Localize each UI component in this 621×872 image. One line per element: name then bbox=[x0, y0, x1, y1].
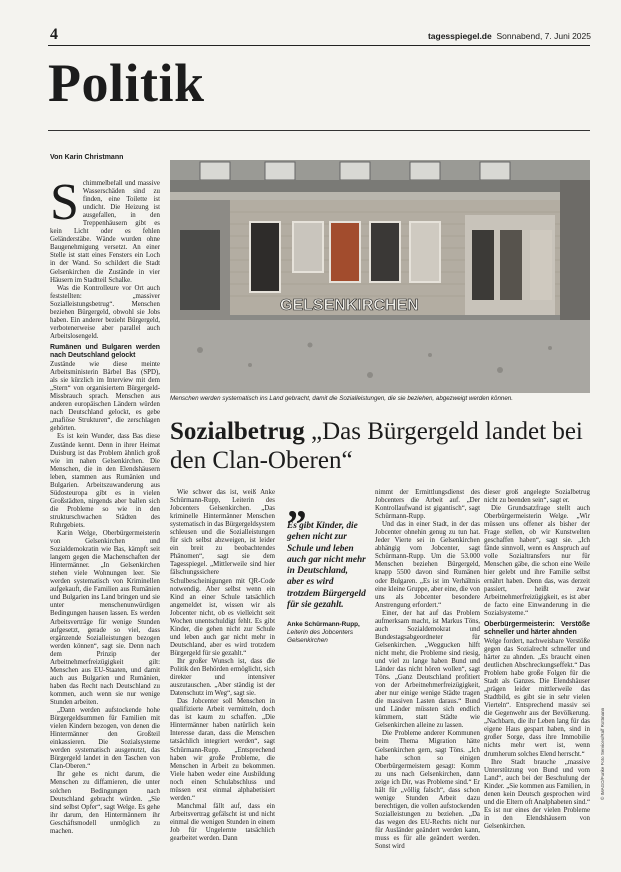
quote-mark-icon: „ bbox=[287, 481, 307, 526]
paragraph: Ihre Stadt brauche „massive Unterstützung von Bund und vom Land“, auch bei der Beschulung der Kinder. „Sie kommen aus Familien, in denen kein Deutsch gesprochen wird und die Eltern oft Analphabeten sind.“ Es ist nur eines der vielen Probleme in den Elendshäusern von Gelsenkirchen. bbox=[484, 758, 590, 830]
quote-author-role: Leiterin des Jobcenters Gelsenkirchen bbox=[287, 628, 354, 644]
paragraph: Das Jobcenter soll Menschen in qualifizierte Arbeit vermitteln, doch das ist kaum zu schaffen. „Die Hintermänner haben natürlich kein Interesse daran, dass die Menschen tatsächlich integriert werden“, sagt Schürmann-Rupp. „Entsprechend haben wir große Probleme, die Menschen in Arbeit zu bekommen. Viele haben weder eine Ausbildung noch einen Schulabschluss und müssen erst einmal alphabetisiert werden.“ bbox=[170, 698, 275, 802]
article-photo bbox=[170, 160, 590, 393]
headline bbox=[170, 417, 590, 475]
pull-quote bbox=[287, 481, 367, 789]
section-rule bbox=[48, 130, 590, 131]
byline: Von Karin Christmann bbox=[50, 154, 124, 161]
paragraph: Karin Welge, Oberbürgermeisterin von Gelsenkirchen und Sozialdemokratin wie Bas, kämpft seit langem gegen die Machenschaften der Hintermänner. „In Gelsenkirchen stehen viele Wohnungen leer. Sie werden systematisch von Kriminellen aufgekauft, die Familien aus Rumänien und Bulgarien ins Land bringen und sie unter menschenunwürdigen Bedingungen hausen lassen. Es werden Arbeitsverträge für wenige Stunden aufgesetzt, gerade so viel, dass ergänzende Sozialleistungen bezogen werden können“, sagt sie. Denn nach dem Prinzip der Arbeitnehmerfreizügigkeit gilt: Menschen aus EU-Staaten, und damit auch aus Bulgarien und Rumänien, haben das Recht nach Deutschland zu kommen, auch wenn sie nur wenige Stunden arbeiten. bbox=[50, 530, 160, 706]
paragraph: Die Probleme anderer Kommunen beim Thema Migration hätte Gelsenkirchen gern, sagt Töns. „Ich habe schon so einigen Oberbürgermeistern gesagt: Komm zu uns nach Gelsenkirchen, dann zeige ich Dir, was Probleme sind.“ Er hält für „völlig falsch“, dass schon wenige Stunden Arbeit dazu berechtigen, die vollen aufstockenden Sozialleistungen zu beziehen. „Da das wegen des EU-Rechts nicht nur für Ausländer geändert werden kann, muss es für alle geändert werden. Sonst wird bbox=[375, 730, 480, 851]
article-column-4 bbox=[484, 489, 590, 859]
paragraph: Einer, der hat auf das Problem aufmerksam macht, ist Markus Töns, auch Sozialdemokrat und Bundestagsabgeordneter für Gelsenkirchen. „Weggucken hilft nicht mehr, die Probleme sind riesig, und viel zu lange haben Bund und Länder das nicht hören wollen“, sagt Töns. „Ganz Deutschland profitiert von der Arbeitnehmerfreizügigkeit, aber nur einige wenige Städte tragen die massiven Lasten daraus.“ Bund und Länder müssten sich endlich kümmern, statt Städte wie Gelsenkirchen alleine zu lassen. bbox=[375, 609, 480, 730]
photo-building-facade bbox=[170, 160, 590, 393]
paragraph: Es ist kein Wunder, dass Bas diese Zustände kennt. Denn in ihrer Heimat Duisburg ist das Problem ähnlich groß wie im nahen Gelsenkirchen. Die Menschen, die in den Elendshäusern leben, stammen aus Rumänien und Bulgarien. Arbeitszuwanderung aus Südosteuropa gibt es in vielen Großstädten, nirgends aber ballen sich die Probleme so wie in den strukturschwachen Städten des Ruhrgebiets. bbox=[50, 433, 160, 529]
subheading: Oberbürgermeisterin: Verstöße schneller und härter ahnden bbox=[484, 620, 590, 636]
headline-quote: „Das Bürgergeld landet bei den Clan-Oberen“ bbox=[170, 418, 583, 474]
paragraph: chimmelbefall und massive Wasserschäden sind zu finden, eine Toilette ist undicht. Die Heizung ist ausgefallen, in den Treppenhäusern gibt es kein Licht oder es fehlen Geländerstäbe. Wände wurden ohne Baugenehmigung versetzt. An einer Stelle ist statt eines Fensters ein Loch in der Wand. So schildert die Stadt Gelsenkirchen die Zustände in vier Häusern im Stadtteil Schalke. bbox=[50, 180, 160, 284]
subheading: Rumänen und Bulgaren werden nach Deutschland gelockt bbox=[50, 343, 160, 359]
paragraph: Ihr großer Wunsch ist, dass die Politik den Behörden ermöglicht, sich direkter und intensiver auszutauschen. „Aber ständig ist der Datenschutz im Weg“, sagt sie. bbox=[170, 657, 275, 698]
issue-date: Sonnabend, 7. Juni 2025 bbox=[496, 31, 591, 41]
paragraph: nimmt der Ermittlungsdienst des Jobcenters die Arbeit auf. „Der Kontrollaufwand ist gigantisch“, sagt Schürmann-Rupp. bbox=[375, 489, 480, 521]
paragraph: Manchmal fällt auf, dass ein Arbeitsvertrag gefälscht ist und nicht einmal die wenigen Stunden in einem Job für Ungelernte tatsächlich gearbeitet werden. Dann bbox=[170, 802, 275, 843]
page-number: 4 bbox=[50, 26, 58, 43]
photo-caption: Menschen werden systematisch ins Land gebracht, damit die Sozialleistungen, die sie beziehen, abgezweigt werden können. bbox=[170, 395, 513, 402]
photo-credit: © IMAGO/Funke Foto Services/Ralf Rottmann bbox=[600, 707, 605, 800]
paragraph: Die Grundsatzfrage stellt auch Oberbürgermeisterin Welge. „Wir müssen uns offener als bisher der Frage stellen, ob wir Kunstwelten geschaffen haben“, sagt sie. „Ich fände sinnvoll, wenn es Anspruch auf volle Sozialtransfers nur für Menschen gäbe, die schon eine Weile hier gelebt und ihre Familie selbst ernährt haben. Denn das, was derzeit passiert, heißt zwar Arbeitnehmerfreizügigkeit, es ist aber de facto eine Einwanderung in die Sozialsysteme.“ bbox=[484, 505, 590, 617]
paragraph: Und das in einer Stadt, in der das Jobcenter ohnehin genug zu tun hat. Jeder Vierte sei in Gelsenkirchen abhängig vom Jobcenter, sagt Schürmann-Rupp. Um die 53.000 Menschen beziehen Bürgergeld, knapp 5500 davon sind Rumänen oder Bulgaren. „Es ist im Verhältnis eine kleine Gruppe, aber eine, die von uns als Jobcenter besondere Anstrengung erfordert.“ bbox=[375, 521, 480, 609]
quote-author: Anke Schürmann-Rupp, bbox=[287, 621, 360, 629]
masthead-info bbox=[428, 31, 591, 41]
headline-kicker: Sozialbetrug bbox=[170, 418, 305, 445]
paragraph: Wie schwer das ist, weiß Anke Schürmann-Rupp, Leiterin des Jobcenters Gelsenkirchen. „Das kriminelle Hintermänner Menschen systematisch in das Bürgergeldsystem schleusen und die Sozialleistungen für sich selbst abzweigen, ist leider ein breit zu beobachtendes Phänomen“, sagt sie dem Tagesspiegel. „Mittlerweile sind hier fälschungssichere Schulbescheinigungen mit QR-Code notwendig. Aber selbst wenn ein Kind an einer Schule tatsächlich angemeldet ist, wissen wir als Jobcenter nicht, ob es vielleicht seit Wochen unentschuldigt fehlt. Es gibt Kinder, die gehen nicht zur Schule und leben auch gar nicht mehr in Deutschland, aber es wird trotzdem Bürgergeld für sie gezahlt.“ bbox=[170, 489, 275, 657]
paragraph: Welge fordert, nachweisbare Verstöße gegen das Sozialrecht schneller und härter zu ahnden. „Es braucht einen deutlichen Abschreckungseffekt.“ Das Problem habe große Folgen für die Stadt als Ganzes. Die Elendshäuser „prägen leider mittlerweile das Stadtbild, es gibt sie in sehr vielen Vierteln“. Entsprechend massiv sei die Gegenwehr aus der Bevölkerung. „Nachbarn, die ihr Leben lang für das eigene Haus gespart haben, sind in großer Sorge, dass ihre Immobilie nichts mehr wert ist, wenn drumherum solches Elend herrscht.“ bbox=[484, 637, 590, 758]
article-column-1 bbox=[50, 180, 160, 858]
paragraph: Zustände wie diese meinte Arbeitsministerin Bärbel Bas (SPD), als sie kürzlich im Interview mit dem „Stern“ von organisiertem Bürgergeld-Missbrauch sprach. Menschen aus anderen europäischen Ländern würden nach Deutschland gelockt, es gebe „mafiöse Strukturen“, die zerschlagen gehörten. bbox=[50, 361, 160, 433]
article-column-2 bbox=[170, 489, 275, 859]
article-column-3 bbox=[375, 489, 480, 859]
paragraph: dieser groß angelegte Sozialbetrug nicht zu beenden sein“, sagt er. bbox=[484, 489, 590, 505]
pull-quote-text: Es gibt Kinder, die gehen nicht zur Schule und leben auch gar nicht mehr in Deutschland, aber es wird trotzdem Bürgergeld für sie gezahlt. bbox=[287, 521, 366, 611]
paragraph: Ihr gehe es nicht darum, die Menschen zu diffamieren, die unter solchen Bedingungen nach Deutschland gebracht würden. „Sie sind selbst Opfer“, sagt Welge. Es gehe ihr darum, den Hintermännern ihr Geschäftsmodell unmöglich zu machen. bbox=[50, 771, 160, 835]
site-name[interactable]: tagesspiegel.de bbox=[427, 31, 492, 41]
section-title: Politik bbox=[48, 53, 205, 113]
paragraph: Was die Kontrolleure vor Ort auch feststellten: „massiver Sozialleistungsbetrug“. Menschen beziehen Bürgergeld, obwohl sie Jobs haben. Ein anderer bezieht Bürgergeld, verbotenerweise aber parallel auch Arbeitslosengeld. bbox=[50, 284, 160, 340]
paragraph: „Dann werden aufstockende hohe Bürgergeldsummen für Familien mit vielen Kindern bezogen, von denen die Hintermänner den Großteil einkassieren. Die Sozialsysteme werden systematisch ausgenutzt, das Bürgergeld landet in den Taschen von Clan-Oberen.“ bbox=[50, 707, 160, 771]
header-rule bbox=[48, 45, 590, 46]
graffiti-text: GELSENKIRCHEN bbox=[280, 297, 419, 314]
pull-quote-attribution bbox=[287, 621, 367, 644]
drop-cap: S bbox=[50, 180, 79, 231]
